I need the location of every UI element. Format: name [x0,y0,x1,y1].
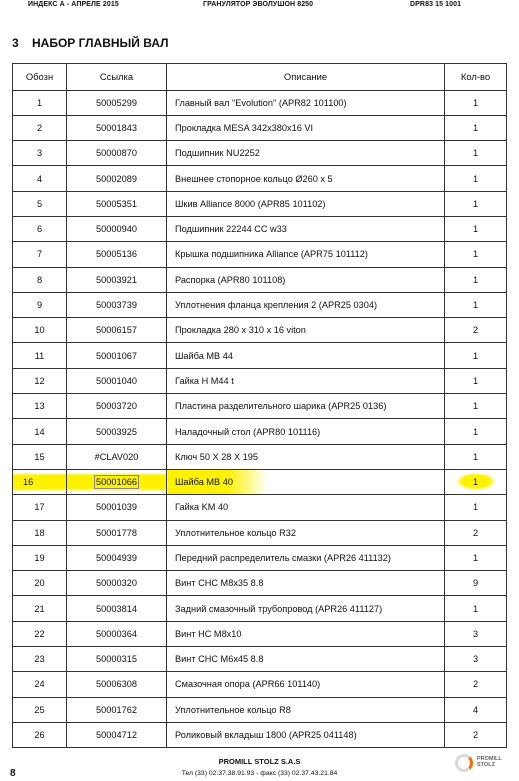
row-description: Шкив Alliance 8000 (APR85 101102) [167,191,445,216]
row-reference: 50001040 [67,368,167,393]
row-reference: 50000870 [67,141,167,166]
row-position: 11 [13,343,67,368]
table-row [13,115,507,140]
row-reference: 50005351 [67,191,167,216]
row-description: Задний смазочный трубопровод (APR26 411127) [167,596,445,621]
row-reference: 50001039 [67,495,167,520]
row-description: Главный вал "Evolution" (APR82 101100) [167,90,445,115]
row-reference: 50000364 [67,621,167,646]
row-position: 18 [13,520,67,545]
footer-contact: Тел (33) 02.37.38.91.93 - факс (33) 02.37.43.21.84 [181,770,338,777]
table-row [13,343,507,368]
row-quantity: 1 [445,166,507,191]
section-title [12,36,169,50]
row-reference: 50003720 [67,394,167,419]
row-description: Передний распределитель смазки (APR26 411132) [167,545,445,570]
row-reference: 50003925 [67,419,167,444]
header-index: ИНДЕКС А - АПРЕЛЕ 2015 [28,1,119,8]
table-header-row [13,64,507,91]
row-quantity: 1 [445,545,507,570]
row-reference: 50001762 [67,697,167,722]
table-row [13,90,507,115]
row-quantity: 1 [445,394,507,419]
row-position: 10 [13,318,67,343]
row-description: Гайка H M44 t [167,368,445,393]
row-quantity: 1 [445,267,507,292]
table-row [13,419,507,444]
row-quantity: 1 [445,495,507,520]
row-description: Гайка KM 40 [167,495,445,520]
row-quantity: 1 [445,191,507,216]
row-position: 25 [13,697,67,722]
row-position: 16 [13,469,67,494]
table-row [13,267,507,292]
table-row [13,469,507,494]
row-description: Шайба MB 40 [167,469,445,494]
row-description: Шайба MB 44 [167,343,445,368]
row-reference: 50000320 [67,571,167,596]
row-quantity: 1 [445,242,507,267]
row-description: Прокладка MESA 342x380x16 VI [167,115,445,140]
table-row [13,191,507,216]
section-number: 3 [12,36,19,50]
row-quantity: 1 [445,444,507,469]
row-description: Уплотнительное кольцо R8 [167,697,445,722]
row-position: 15 [13,444,67,469]
header-machine: ГРАНУЛЯТОР ЭВОЛУШОН 8250 [203,1,314,8]
table-row [13,495,507,520]
row-description: Внешнее стопорное кольцо Ø260 x 5 [167,166,445,191]
row-reference: 50002089 [67,166,167,191]
row-position: 20 [13,571,67,596]
row-position: 19 [13,545,67,570]
column-header-quantity: Кол-во [445,64,507,91]
table-row [13,368,507,393]
row-quantity: 1 [445,419,507,444]
company-logo [455,752,511,778]
row-description: Подшипник 22244 CC w33 [167,216,445,241]
table-row [13,292,507,317]
row-description: Крышка подшипника Alliance (APR75 101112) [167,242,445,267]
row-description: Винт CHC M8x35 8.8 [167,571,445,596]
column-header-position: Обозн [13,64,67,91]
row-reference: 50003921 [67,267,167,292]
page-footer [0,757,519,777]
row-position: 2 [13,115,67,140]
selected-reference: 50001066 [96,477,137,488]
row-description: Винт HC M8x10 [167,621,445,646]
table-row [13,242,507,267]
row-quantity: 1 [445,343,507,368]
row-quantity: 1 [445,368,507,393]
row-position: 17 [13,495,67,520]
column-header-reference: Ссылка [67,64,167,91]
row-description: Пластина разделительного шарика (APR25 0136) [167,394,445,419]
row-quantity: 3 [445,621,507,646]
table-row [13,444,507,469]
row-reference: 50006308 [67,672,167,697]
table-row [13,520,507,545]
row-reference: 50000315 [67,647,167,672]
row-position: 6 [13,216,67,241]
row-position: 24 [13,672,67,697]
row-description: Уплотнительное кольцо R32 [167,520,445,545]
row-reference [67,469,167,494]
row-position: 22 [13,621,67,646]
row-reference: 50005299 [67,90,167,115]
row-reference: 50000940 [67,216,167,241]
column-header-description: Описание [167,64,445,91]
row-description: Винт CHC M6x45 8.8 [167,647,445,672]
logo-ring-icon [455,754,473,772]
row-reference: 50001843 [67,115,167,140]
table-row [13,672,507,697]
row-reference: 50003814 [67,596,167,621]
row-description: Ключ 50 X 28 X 195 [167,444,445,469]
row-quantity: 3 [445,647,507,672]
row-position: 14 [13,419,67,444]
logo-wordmark: PROMILL STOLZ [477,756,502,768]
table-row [13,647,507,672]
row-position: 12 [13,368,67,393]
table-row [13,722,507,747]
row-reference: #CLAV020 [67,444,167,469]
row-description: Наладочный стол (APR80 101116) [167,419,445,444]
row-description: Роликовый вкладыш 1800 (APR25 041148) [167,722,445,747]
row-quantity: 1 [445,216,507,241]
row-reference: 50004939 [67,545,167,570]
row-quantity: 1 [445,115,507,140]
table-row [13,596,507,621]
table-row [13,141,507,166]
row-position: 3 [13,141,67,166]
row-position: 9 [13,292,67,317]
row-position: 8 [13,267,67,292]
row-position: 23 [13,647,67,672]
row-description: Уплотнения фланца крепления 2 (APR25 0304) [167,292,445,317]
row-position: 5 [13,191,67,216]
row-quantity: 2 [445,318,507,343]
header-doc-code: DPR83 15 1001 [410,1,462,8]
row-description: Смазочная опора (APR66 101140) [167,672,445,697]
row-quantity: 9 [445,571,507,596]
table-row [13,318,507,343]
table-row [13,697,507,722]
row-description: Прокладка 280 x 310 x 16 viton [167,318,445,343]
table-row [13,621,507,646]
row-position: 13 [13,394,67,419]
row-position: 1 [13,90,67,115]
row-quantity: 2 [445,672,507,697]
row-position: 4 [13,166,67,191]
table-row [13,216,507,241]
parts-table [12,63,507,748]
row-quantity: 1 [445,596,507,621]
row-quantity: 2 [445,722,507,747]
table-row [13,394,507,419]
row-reference: 50003739 [67,292,167,317]
table-row [13,571,507,596]
row-quantity: 1 [445,469,507,494]
row-quantity: 1 [445,90,507,115]
row-reference: 50001067 [67,343,167,368]
row-reference: 50005136 [67,242,167,267]
row-position: 7 [13,242,67,267]
row-position: 26 [13,722,67,747]
row-quantity: 2 [445,520,507,545]
row-description: Распорка (APR80 101108) [167,267,445,292]
table-row [13,545,507,570]
section-heading: НАБОР ГЛАВНЫЙ ВАЛ [32,36,169,50]
page-header [0,1,519,13]
parts-table-body [13,90,507,748]
row-quantity: 1 [445,292,507,317]
row-reference: 50001778 [67,520,167,545]
table-row [13,166,507,191]
row-description: Подшипник NU2252 [167,141,445,166]
page-number: 8 [10,768,16,779]
row-reference: 50006157 [67,318,167,343]
footer-company: PROMILL STOLZ S.A.S [218,757,301,766]
row-quantity: 4 [445,697,507,722]
row-position: 21 [13,596,67,621]
row-quantity: 1 [445,141,507,166]
row-reference: 50004712 [67,722,167,747]
